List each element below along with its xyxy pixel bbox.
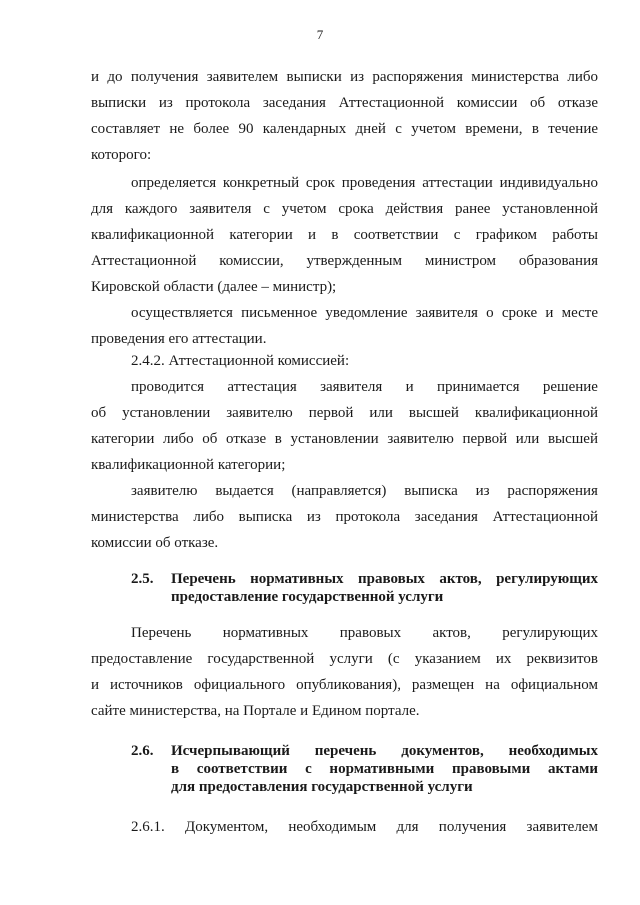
word: из (306, 509, 321, 525)
word: актов, (432, 625, 471, 641)
word: министерства (91, 509, 179, 525)
text-line: осуществляется письменное уведомление заявителя о сроке и месте (131, 305, 598, 321)
text-line (91, 374, 598, 400)
word: принимается (436, 379, 520, 395)
text-line: об установлении заявителю первой или высшей квалификационной (91, 405, 598, 421)
word: комиссии, (219, 253, 284, 269)
word: регулирующих (502, 625, 598, 641)
word: необходимым (288, 819, 377, 835)
heading-line: в соответствии с нормативными правовыми актами (171, 761, 598, 777)
text-line (91, 814, 598, 840)
word: заявителю (131, 483, 198, 499)
word: получения (438, 819, 507, 835)
heading-line: предоставление государственной услуги (171, 589, 444, 605)
text-line: которого: (91, 147, 152, 163)
page-number: 7 (316, 27, 324, 42)
text-line: проведения его аттестации. (91, 331, 267, 347)
word: нормативных (222, 625, 309, 641)
word: из (475, 483, 490, 499)
word: проводится (131, 379, 205, 395)
paragraph-extract-issue (91, 478, 598, 556)
paragraph-commission (131, 348, 598, 374)
section-heading-2-6 (131, 742, 598, 798)
word: и (405, 379, 414, 395)
text-line: сайте министерства, на Портале и Едином портале. (91, 703, 420, 719)
word: документов, (401, 743, 484, 759)
heading-line (171, 742, 598, 760)
text-line (91, 248, 598, 274)
text-line: квалификационной категории; (91, 457, 286, 473)
word: аттестация (227, 379, 297, 395)
word: образования (518, 253, 598, 269)
word: Аттестационной (492, 509, 598, 525)
paragraph-attestation-term (91, 170, 598, 300)
heading-line: Перечень нормативных правовых актов, регулирующих (171, 571, 598, 587)
word: распоряжения (507, 483, 598, 499)
paragraph-deadline-continuation (91, 64, 598, 168)
text-line: квалификационной категории и в соответствии с графиком работы (91, 227, 598, 243)
word: Документом, (184, 819, 269, 835)
paragraph-notification (91, 300, 598, 352)
word: решение (542, 379, 598, 395)
word: для (396, 819, 419, 835)
paragraph-decision (91, 374, 598, 478)
paragraph-legal-acts (91, 620, 598, 724)
text-line: определяется конкретный срок проведения аттестации индивидуально (131, 175, 598, 191)
word: (направляется) (291, 483, 387, 499)
word: перечень (314, 743, 377, 759)
word: 2.6.1. (131, 819, 165, 835)
text-line: и источников официального опубликования), размещен на официальном (91, 677, 598, 693)
paragraph-required-document (91, 814, 598, 840)
word: Исчерпывающий (171, 743, 290, 759)
text-line: комиссии об отказе. (91, 535, 219, 551)
word: Перечень (131, 625, 192, 641)
section-heading-2-5 (131, 570, 598, 610)
word: заявителем (526, 819, 598, 835)
text-line: категории либо об отказе в установлении заявителю первой или высшей (91, 431, 598, 447)
word: министром (424, 253, 497, 269)
text-line: для каждого заявителя с учетом срока действия ранее установленной (91, 201, 598, 217)
word: необходимых (508, 743, 598, 759)
word: заявителя (320, 379, 383, 395)
text-line (91, 620, 598, 646)
heading-line: для предоставления государственной услуги (171, 779, 473, 795)
text-line: выписки из протокола заседания Аттестационной комиссии об отказе (91, 95, 598, 111)
text-line: Кировской области (далее – министр); (91, 279, 337, 295)
word: протокола (335, 509, 401, 525)
section-number: 2.6. (131, 743, 154, 759)
text-line: и до получения заявителем выписки из распоряжения министерства либо (91, 69, 598, 85)
word: выписка (238, 509, 293, 525)
word: Аттестационной (91, 253, 197, 269)
word: заседания (414, 509, 478, 525)
word: правовых (339, 625, 402, 641)
word: выписка (404, 483, 458, 499)
word: утвержденным (306, 253, 402, 269)
word: либо (193, 509, 224, 525)
text-line: 2.4.2. Аттестационной комиссией: (131, 353, 350, 369)
text-line (91, 504, 598, 530)
section-number: 2.5. (131, 571, 154, 587)
text-line: предоставление государственной услуги (с указанием их реквизитов (91, 651, 598, 667)
text-line: составляет не более 90 календарных дней с учетом времени, в течение (91, 121, 598, 137)
word: выдается (215, 483, 274, 499)
text-line (91, 478, 598, 504)
